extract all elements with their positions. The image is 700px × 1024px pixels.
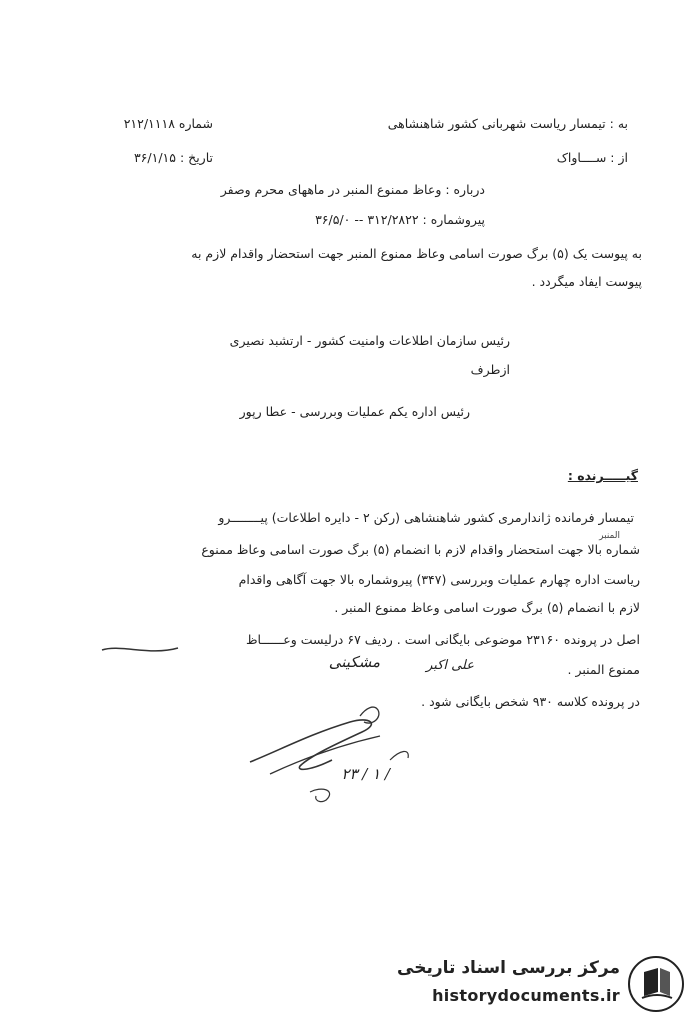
sender-line: از : ســــاواک xyxy=(556,150,628,165)
body-line-1: به پیوست یک (۵) برگ صورت اسامی وعاظ ممنوع المنبر جهت استحضار واقدام لازم به xyxy=(191,246,642,261)
archive-website: historydocuments.ir xyxy=(432,986,620,1005)
archive-center-name: مرکز بررسی اسناد تاریخی xyxy=(397,958,620,978)
handwritten-name-2: مشکینی xyxy=(328,653,380,671)
reference-line: پیروشماره : ۳۱۲/۲۸۲۲ -- ۳۶/۵/۰ xyxy=(315,212,485,227)
recipient-line-4: لازم با انضمام (۵) برگ صورت اسامی وعاظ ممنوع المنبر . xyxy=(334,600,640,615)
recipients-heading: گیـــــرنده : xyxy=(567,468,638,483)
archive-watermark xyxy=(396,952,686,1016)
body-line-2: پیوست ایفاد میگردد . xyxy=(531,274,642,289)
handwritten-signature xyxy=(240,700,420,810)
recipient-line: به : تیمسار ریاست شهربانی کشور شاهنشاهی xyxy=(387,116,628,131)
archive-line-1: اصل در پرونده ۲۳۱۶۰ موضوعی بایگانی است . ردیف ۶۷ درلیست وعــــــاظ xyxy=(245,632,640,647)
document-number: شماره ۲۱۲/۱۱۱۸ xyxy=(123,116,213,131)
recipient-line-2: شماره بالا جهت استحضار واقدام لازم با انضمام (۵) برگ صورت اسامی وعاظ ممنوع xyxy=(201,542,640,557)
recipient-line-1: تیمسار فرمانده ژاندارمری کشور شاهنشاهی (رکن ۲ - دایره اطلاعات) پیــــــــرو xyxy=(218,510,634,525)
recipient-line-3: ریاست اداره چهارم عملیات وبررسی (۳۴۷) پیروشماره بالا جهت آگاهی واقدام xyxy=(238,572,640,587)
document-date: تاریخ : ۳۶/۱/۱۵ xyxy=(133,150,213,165)
handwritten-date: ۲۳ / ۱ / xyxy=(341,765,390,783)
handwritten-insert: المنبر xyxy=(599,531,620,541)
subject-line: درباره : وعاظ ممنوع المنبر در ماههای محرم وصفر xyxy=(220,182,485,197)
archive-line-2: ممنوع المنبر . xyxy=(567,662,640,677)
on-behalf-label: ازطرف xyxy=(470,362,510,377)
handwritten-name-1: علی اکبر xyxy=(426,658,474,673)
archive-logo-icon xyxy=(626,954,686,1014)
deputy-signatory: رئیس اداره یکم عملیات وبررسی - عطا رپور xyxy=(239,404,470,419)
archive-line-3: در پرونده کلاسه ۹۳۰ شخص بایگانی شود . xyxy=(421,694,640,709)
ink-underline xyxy=(100,640,180,660)
signatory-title: رئیس سازمان اطلاعات وامنیت کشور - ارتشبد نصیری xyxy=(229,333,510,348)
